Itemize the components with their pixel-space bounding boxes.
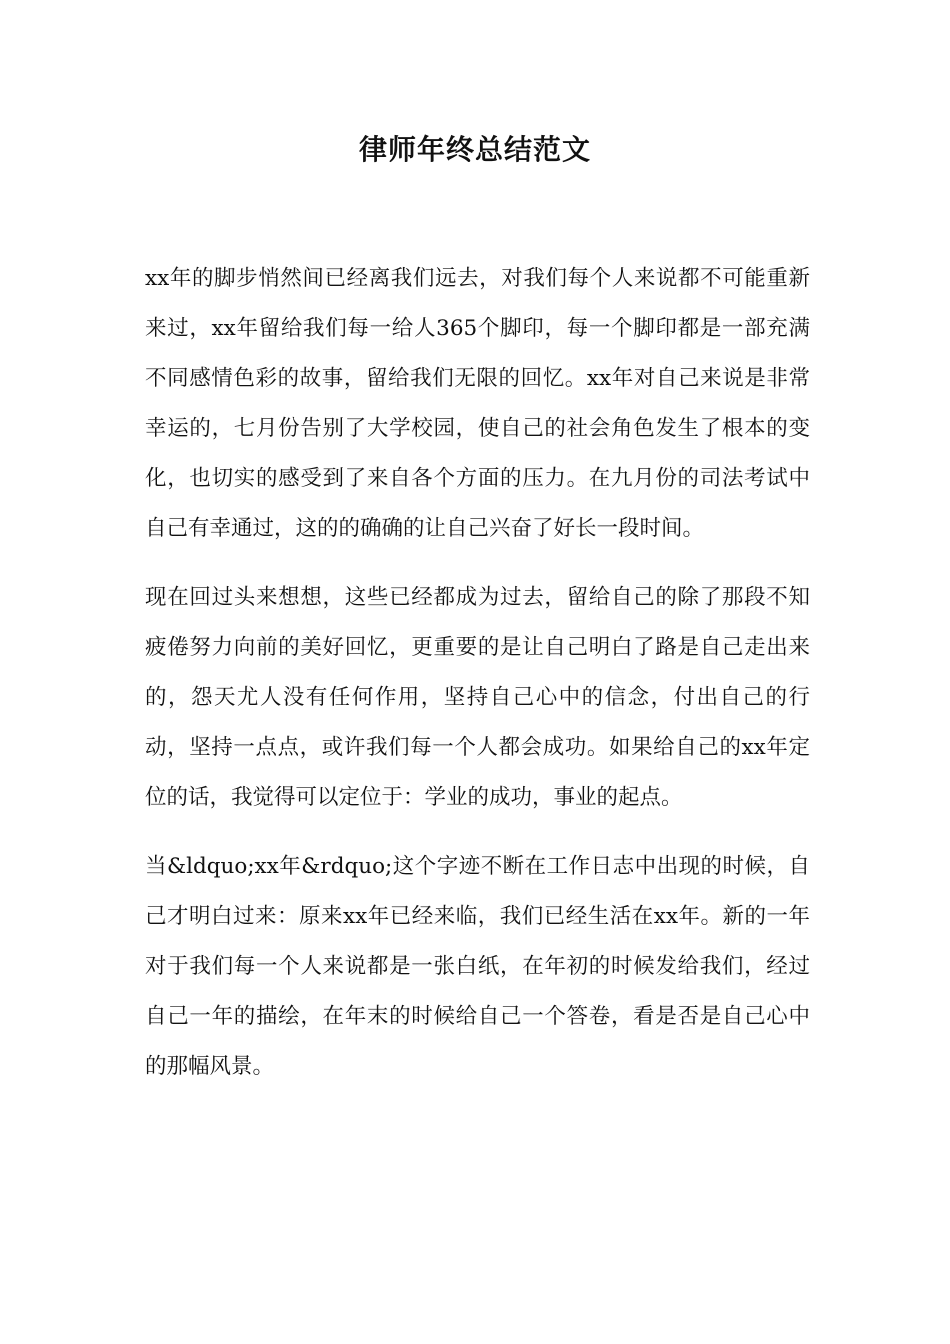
paragraph-1: xx年的脚步悄然间已经离我们远去，对我们每个人来说都不可能重新来过，xx年留给我们每一给人365个脚印，每一个脚印都是一部充满不同感情色彩的故事，留给我们无限的回忆。xx年对自己来说是非常幸运的，七月份告别了大学校园，使自己的社会角色发生了根本的变化，也切实的感受到了来自各个方面的压力。在九月份的司法考试中自己有幸通过，这的的确确的让自己兴奋了好长一段时间。 bbox=[145, 266, 810, 541]
document-body bbox=[145, 254, 810, 1111]
document-title: 律师年终总结范文 bbox=[358, 133, 591, 166]
paragraph-2: 现在回过头来想想，这些已经都成为过去，留给自己的除了那段不知疲倦努力向前的美好回忆，更重要的是让自己明白了路是自己走出来的，怨天尤人没有任何作用，坚持自己心中的信念，付出自己的行动，坚持一点点，或许我们每一个人都会成功。如果给自己的xx年定位的话，我觉得可以定位于：学业的成功，事业的起点。 bbox=[145, 585, 810, 810]
paragraph-3: 当&ldquo;xx年&rdquo;这个字迹不断在工作日志中出现的时候，自己才明白过来：原来xx年已经来临，我们已经生活在xx年。新的一年对于我们每一个人来说都是一张白纸，在年初的时候发给我们，经过自己一年的描绘，在年末的时候给自己一个答卷，看是否是自己心中的那幅风景。 bbox=[145, 854, 810, 1079]
